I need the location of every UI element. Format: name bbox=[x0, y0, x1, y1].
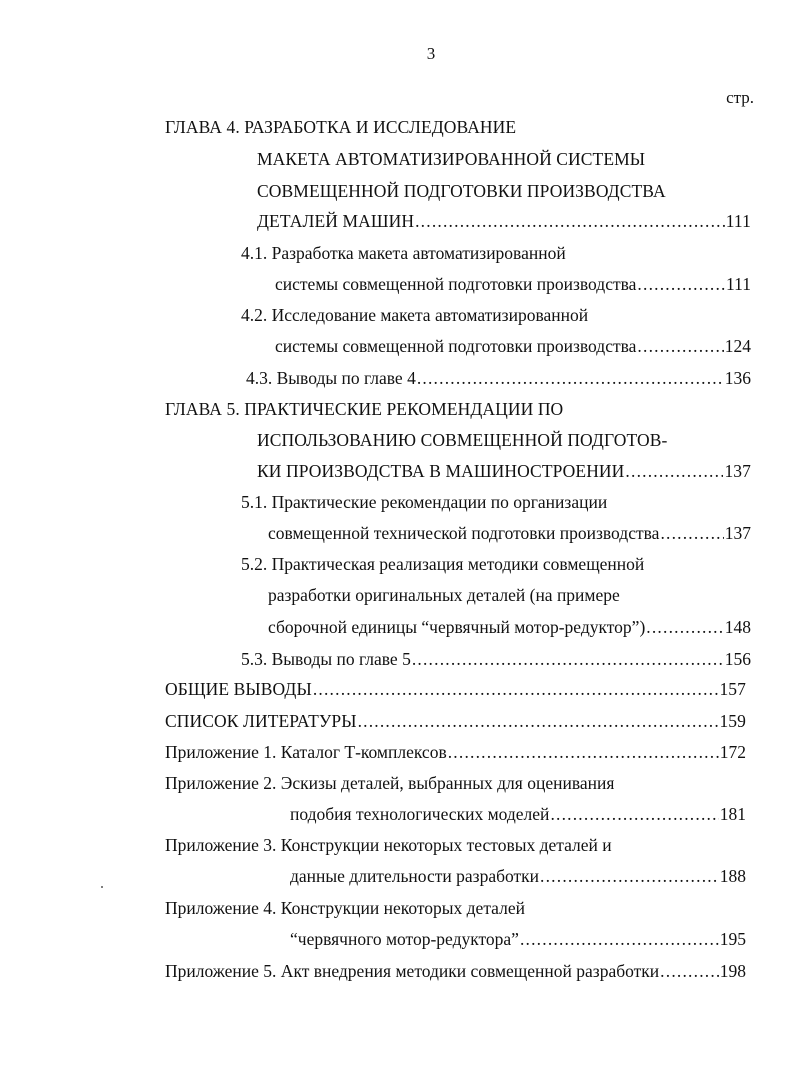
toc-section-5-1-line2: совмещенной технической подготовки производства bbox=[268, 523, 660, 543]
toc-appendix3-page: 188 bbox=[719, 866, 746, 886]
toc-references-label: СПИСОК ЛИТЕРАТУРЫ bbox=[165, 711, 357, 731]
toc-appendix3-line2: данные длительности разработки bbox=[290, 866, 540, 886]
toc-section-5-3-label: 5.3. Выводы по главе 5 bbox=[241, 649, 411, 669]
toc-section-5-2-entry[interactable] bbox=[268, 614, 751, 640]
toc-appendix1-entry[interactable] bbox=[165, 739, 746, 765]
toc-section-4-2-entry[interactable] bbox=[275, 333, 751, 359]
toc-chapter5-title-line2: ИСПОЛЬЗОВАНИЮ СОВМЕЩЕННОЙ ПОДГОТОВ- bbox=[257, 430, 668, 450]
toc-general-conclusions-label: ОБЩИЕ ВЫВОДЫ bbox=[165, 679, 312, 699]
dot-leader bbox=[637, 271, 725, 297]
toc-chapter5-title-line1: ГЛАВА 5. ПРАКТИЧЕСКИЕ РЕКОМЕНДАЦИИ ПО bbox=[165, 399, 564, 419]
toc-section-5-3-entry[interactable] bbox=[241, 646, 751, 672]
toc-general-conclusions-entry[interactable] bbox=[165, 676, 746, 702]
dot-leader bbox=[415, 208, 725, 234]
toc-section-4-1-page: 111 bbox=[726, 274, 751, 294]
toc-appendix2-line1: Приложение 2. Эскизы деталей, выбранных для оценивания bbox=[165, 773, 615, 793]
toc-chapter4-page: 111 bbox=[725, 211, 751, 231]
toc-section-4-3-page: 136 bbox=[724, 368, 751, 388]
dot-leader bbox=[637, 333, 723, 359]
page-number: 3 bbox=[426, 44, 436, 63]
toc-section-4-1-entry[interactable] bbox=[275, 271, 751, 297]
toc-appendix4-entry[interactable] bbox=[290, 926, 746, 952]
toc-appendix2-page: 181 bbox=[719, 804, 746, 824]
toc-chapter5-title-line3: КИ ПРОИЗВОДСТВА В МАШИНОСТРОЕНИИ bbox=[257, 461, 625, 481]
toc-appendix2-entry[interactable] bbox=[290, 801, 746, 827]
dot-leader bbox=[520, 926, 719, 952]
dot-leader bbox=[660, 958, 719, 984]
toc-chapter4-title-line1: ГЛАВА 4. РАЗРАБОТКА И ИССЛЕДОВАНИЕ bbox=[165, 117, 517, 137]
toc-section-4-2-page: 124 bbox=[724, 336, 751, 356]
toc-appendix2-line2: подобия технологических моделей bbox=[290, 804, 550, 824]
toc-appendix3-line1: Приложение 3. Конструкции некоторых тестовых деталей и bbox=[165, 835, 612, 855]
toc-chapter5-entry[interactable] bbox=[257, 458, 751, 484]
dot-leader bbox=[358, 708, 719, 734]
toc-section-5-1-page: 137 bbox=[724, 523, 751, 543]
toc-appendix4-line2: “червячного мотор-редуктора” bbox=[290, 929, 519, 949]
toc-section-4-2-line1: 4.2. Исследование макета автоматизированной bbox=[241, 305, 589, 325]
toc-section-5-3-page: 156 bbox=[724, 649, 751, 669]
dot-leader bbox=[412, 646, 724, 672]
toc-section-5-1-entry[interactable] bbox=[268, 520, 751, 546]
toc-section-5-2-page: 148 bbox=[724, 617, 751, 637]
toc-section-4-2-line2: системы совмещенной подготовки производства bbox=[275, 336, 637, 356]
dot-leader bbox=[660, 520, 723, 546]
dot-leader bbox=[313, 676, 719, 702]
toc-appendix3-entry[interactable] bbox=[290, 863, 746, 889]
toc-appendix4-page: 195 bbox=[719, 929, 746, 949]
toc-appendix1-page: 172 bbox=[719, 742, 746, 762]
toc-appendix4-line1: Приложение 4. Конструкции некоторых деталей bbox=[165, 898, 525, 918]
toc-chapter4-title-line4: ДЕТАЛЕЙ МАШИН bbox=[257, 211, 415, 231]
toc-section-4-3-entry[interactable] bbox=[246, 365, 751, 391]
toc-section-5-2-line2: разработки оригинальных деталей (на примере bbox=[268, 585, 620, 605]
dot-leader bbox=[540, 863, 719, 889]
toc-section-5-2-line1: 5.2. Практическая реализация методики совмещенной bbox=[241, 554, 645, 574]
dot-leader bbox=[550, 801, 718, 827]
toc-section-5-2-line3: сборочной единицы “червячный мотор-редуктор”) bbox=[268, 617, 646, 637]
toc-section-5-1-line1: 5.1. Практические рекомендации по организации bbox=[241, 492, 608, 512]
toc-chapter5-page: 137 bbox=[724, 461, 751, 481]
toc-section-4-1-line2: системы совмещенной подготовки производства bbox=[275, 274, 637, 294]
toc-chapter4-title-line3: СОВМЕЩЕННОЙ ПОДГОТОВКИ ПРОИЗВОДСТВА bbox=[257, 181, 666, 201]
dot-leader bbox=[625, 458, 723, 484]
toc-chapter4-entry[interactable] bbox=[257, 208, 751, 234]
dot-leader bbox=[646, 614, 723, 640]
page-column-label: стр. bbox=[726, 88, 754, 107]
toc-references-page: 159 bbox=[719, 711, 746, 731]
toc-appendix5-page: 198 bbox=[719, 961, 746, 981]
scan-speck bbox=[101, 886, 103, 888]
toc-general-conclusions-page: 157 bbox=[719, 679, 746, 699]
toc-chapter4-title-line2: МАКЕТА АВТОМАТИЗИРОВАННОЙ СИСТЕМЫ bbox=[257, 149, 646, 169]
toc-appendix5-entry[interactable] bbox=[165, 958, 746, 984]
toc-section-4-3-label: 4.3. Выводы по главе 4 bbox=[246, 368, 416, 388]
dot-leader bbox=[448, 739, 719, 765]
toc-appendix5-label: Приложение 5. Акт внедрения методики совмещенной разработки bbox=[165, 961, 660, 981]
toc-section-4-1-line1: 4.1. Разработка макета автоматизированной bbox=[241, 243, 566, 263]
toc-appendix1-label: Приложение 1. Каталог Т-комплексов bbox=[165, 742, 447, 762]
toc-references-entry[interactable] bbox=[165, 708, 746, 734]
dot-leader bbox=[417, 365, 724, 391]
